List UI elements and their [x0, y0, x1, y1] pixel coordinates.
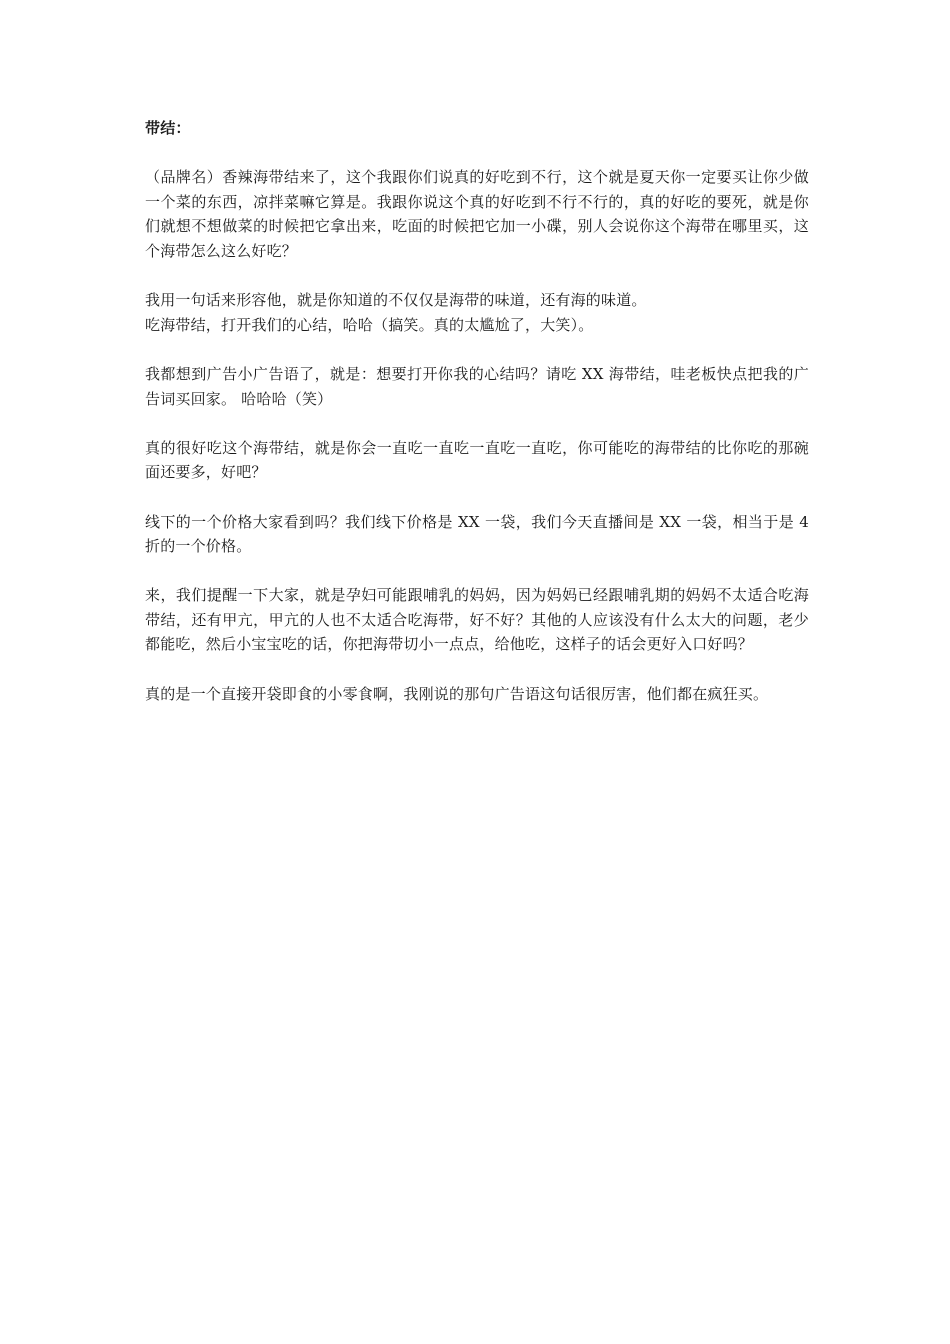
- paragraph-line: 来，我们提醒一下大家，就是孕妇可能跟哺乳的妈妈，因为妈妈已经跟哺乳期的妈妈不太适合吃海带结，还有甲亢，甲亢的人也不太适合吃海带，好不好？其他的人应该没有什么太大的问题，老少都能吃，然后小宝宝吃的话，你把海带切小一点点，给他吃，这样子的话会更好入口好吗？: [145, 586, 809, 654]
- paragraph-line: 我用一句话来形容他，就是你知道的不仅仅是海带的味道，还有海的味道。: [145, 291, 647, 310]
- paragraph-line: 我都想到广告小广告语了，就是：想要打开你我的心结吗？请吃 XX 海带结，哇老板快点把我的广告词买回家。 哈哈哈（笑）: [145, 364, 809, 408]
- paragraph-taste: [145, 436, 809, 485]
- paragraph-slogan: [145, 288, 809, 337]
- document-body: [145, 116, 809, 731]
- document-heading: 带结：: [145, 119, 191, 137]
- paragraph-price: [145, 510, 809, 559]
- paragraph-line: 真的是一个直接开袋即食的小零食啊，我刚说的那句广告语这句话很厉害，他们都在疯狂买。: [145, 684, 769, 703]
- paragraph-line: 线下的一个价格大家看到吗？我们线下价格是 XX 一袋，我们今天直播间是 XX 一袋，相当于是 4 折的一个价格。: [145, 512, 809, 556]
- paragraph-line: （品牌名）香辣海带结来了，这个我跟你们说真的好吃到不行，这个就是夏天你一定要买让你少做一个菜的东西，凉拌菜嘛它算是。我跟你说这个真的好吃到不行不行的，真的好吃的要死，就是你们就想不想做菜的时候把它拿出来，吃面的时候把它加一小碟，别人会说你这个海带在哪里买，这个海带怎么这么好吃？: [145, 168, 809, 260]
- paragraph-line: 真的很好吃这个海带结，就是你会一直吃一直吃一直吃一直吃，你可能吃的海带结的比你吃的那碗面还要多，好吧？: [145, 438, 809, 482]
- paragraph-caution: [145, 583, 809, 657]
- paragraph-ad-line: [145, 362, 809, 411]
- paragraph-intro: [145, 165, 809, 263]
- paragraph-closing: [145, 682, 809, 707]
- paragraph-line: 吃海带结，打开我们的心结，哈哈（搞笑。真的太尴尬了，大笑）。: [145, 315, 594, 334]
